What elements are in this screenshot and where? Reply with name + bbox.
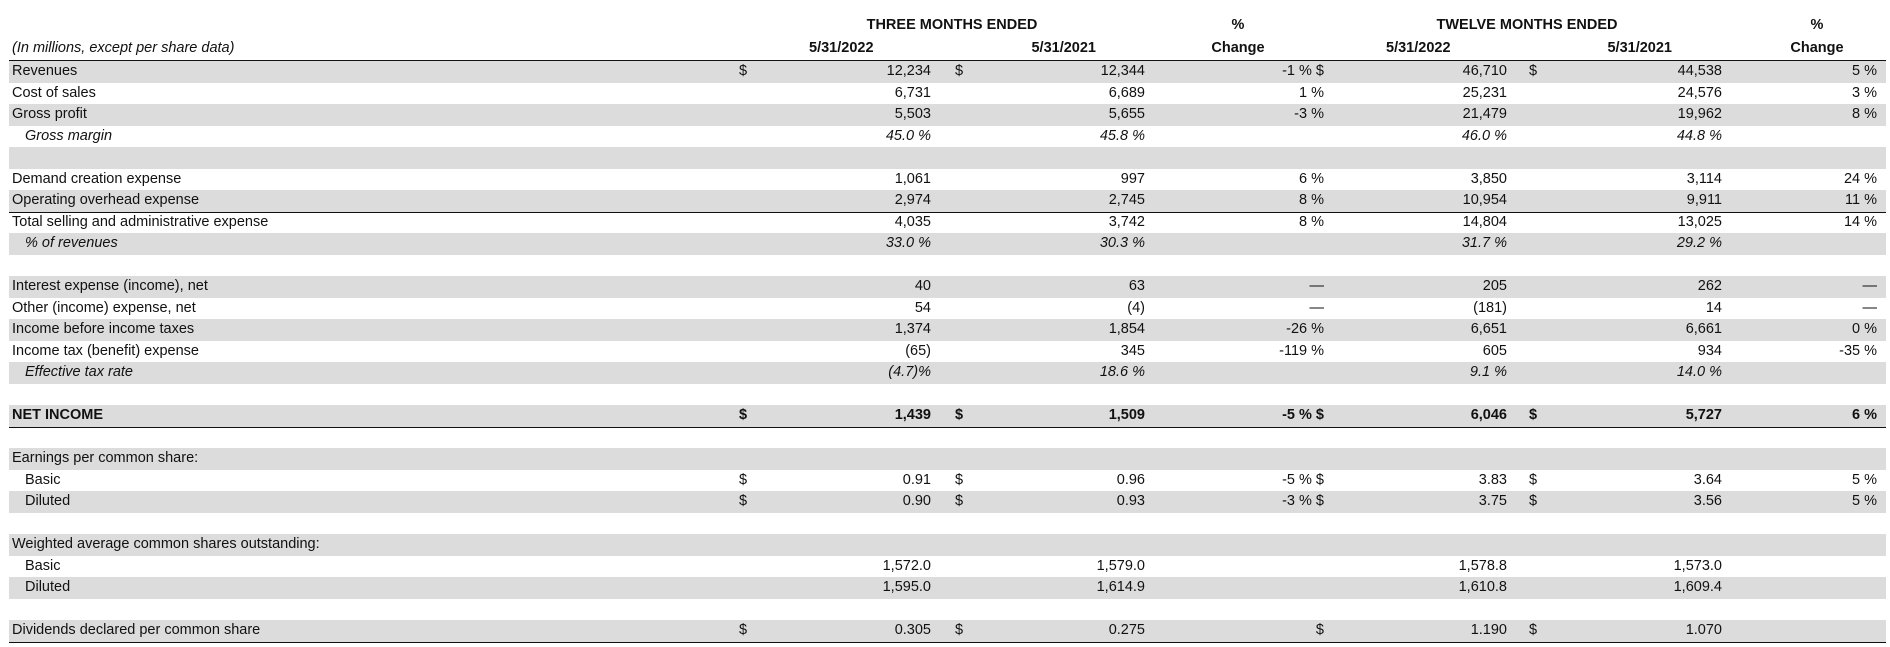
quarter-2022-value: 2,974	[894, 192, 931, 208]
row-rule	[9, 642, 1886, 643]
quarter-2021-value: 63	[1128, 278, 1145, 294]
year-2021-value: 5,727	[1685, 407, 1722, 423]
twelve-months-header: TWELVE MONTHS ENDED	[1436, 17, 1618, 33]
year-2022-value: 1,578.8	[1458, 557, 1507, 574]
quarter-2021-value: 0.96	[1116, 471, 1145, 488]
row-label: NET INCOME	[12, 407, 104, 423]
dollar-sign: $	[739, 407, 748, 423]
year-2022-value: 3.75	[1478, 493, 1507, 509]
year-2022-value: (181)	[1473, 299, 1507, 316]
quarter-pct-header: %	[1231, 17, 1245, 33]
quarter-2022-value: 54	[914, 299, 931, 316]
row-label: Basic	[25, 557, 61, 574]
year-2022-value: 14,804	[1462, 213, 1507, 230]
quarter-2021-value: 1,614.9	[1096, 579, 1145, 595]
table-row	[9, 470, 1886, 492]
dollar-sign: $	[955, 407, 964, 423]
table-row	[9, 384, 1886, 406]
row-label: Other (income) expense, net	[12, 299, 196, 316]
table-row	[9, 577, 1886, 599]
quarter-2022-value: 33.0 %	[885, 235, 931, 251]
quarter-2022-value: 1,572.0	[882, 557, 931, 574]
year-change-value: 6 %	[1852, 407, 1877, 423]
year-2022-value: 10,954	[1462, 192, 1507, 208]
year-2022-value: 1.190	[1470, 622, 1507, 638]
quarter-2021-value: 345	[1120, 342, 1145, 359]
quarter-2022-value: (65)	[905, 342, 931, 359]
year-2021-value: 3.56	[1693, 493, 1722, 509]
year-2022-value: 1,610.8	[1458, 579, 1507, 595]
year-2021-value: 3,114	[1686, 170, 1722, 187]
quarter-2021-value: 12,344	[1100, 63, 1145, 79]
quarter-2022-value: 0.305	[894, 622, 931, 638]
year-2022-header: 5/31/2022	[1386, 40, 1451, 56]
quarter-2021-value: 1,854	[1108, 321, 1145, 337]
quarter-change-value: -5 % $	[1282, 407, 1324, 423]
dollar-sign: $	[739, 493, 748, 509]
quarter-2022-value: 1,439	[894, 407, 931, 423]
year-change-header: Change	[1790, 40, 1844, 56]
year-2022-value: 6,046	[1470, 407, 1507, 423]
row-label: Demand creation expense	[12, 170, 182, 187]
table-row	[9, 341, 1886, 363]
table-row	[9, 83, 1886, 105]
year-2021-value: 44,538	[1677, 63, 1722, 79]
dollar-sign: $	[1529, 471, 1538, 488]
quarter-2021-value: 30.3 %	[1099, 235, 1145, 251]
year-2021-value: 24,576	[1677, 84, 1722, 101]
quarter-2022-value: 1,061	[894, 170, 931, 187]
table-row	[9, 362, 1886, 384]
table-row	[9, 61, 1886, 83]
quarter-change-value: —	[1309, 278, 1324, 294]
quarter-2022-header: 5/31/2022	[809, 40, 874, 56]
year-2021-value: 3.64	[1693, 471, 1722, 488]
dollar-sign: $	[955, 493, 964, 509]
dollar-sign: $	[739, 622, 748, 638]
quarter-2021-value: 997	[1120, 170, 1145, 187]
year-2022-value: 46,710	[1462, 63, 1507, 79]
table-row	[9, 513, 1886, 535]
table-row	[9, 599, 1886, 621]
quarter-change-value: 8 %	[1299, 213, 1324, 230]
table-row	[9, 427, 1886, 449]
year-change-value: 0 %	[1852, 321, 1877, 337]
quarter-change-value: -1 % $	[1282, 63, 1324, 79]
row-label: Operating overhead expense	[12, 192, 200, 208]
year-2021-value: 1,609.4	[1673, 579, 1722, 595]
row-label: Gross margin	[25, 127, 113, 144]
dollar-sign: $	[1529, 622, 1538, 638]
dollar-sign: $	[1529, 407, 1538, 423]
row-label: Earnings per common share:	[12, 450, 199, 466]
quarter-change-value: -26 %	[1286, 321, 1324, 337]
year-change-value: 11 %	[1845, 192, 1877, 208]
row-label: % of revenues	[25, 235, 118, 251]
year-2022-value: 46.0 %	[1461, 127, 1507, 144]
quarter-change-value: -5 % $	[1282, 471, 1324, 488]
year-2022-value: 3.83	[1478, 471, 1507, 488]
quarter-2022-value: 40	[914, 278, 931, 294]
quarter-change-value: —	[1309, 299, 1324, 316]
table-row	[9, 233, 1886, 255]
quarter-change-value: $	[1315, 622, 1324, 638]
table-row	[9, 126, 1886, 148]
year-change-value: 3 %	[1852, 84, 1877, 101]
table-row	[9, 276, 1886, 298]
quarter-2021-value: 0.275	[1108, 622, 1145, 638]
year-2022-value: 25,231	[1462, 84, 1507, 101]
quarter-2021-value: 5,655	[1108, 106, 1145, 122]
year-2021-value: 14.0 %	[1676, 364, 1722, 380]
year-2022-value: 21,479	[1462, 106, 1507, 122]
table-row	[9, 556, 1886, 578]
year-2022-value: 3,850	[1470, 170, 1507, 187]
quarter-2021-value: 3,742	[1108, 213, 1145, 230]
year-2021-value: 14	[1705, 299, 1722, 316]
quarter-2022-value: 12,234	[886, 63, 931, 79]
year-2021-value: 29.2 %	[1676, 235, 1722, 251]
quarter-2021-header: 5/31/2021	[1031, 40, 1096, 56]
quarter-2022-value: 45.0 %	[885, 127, 931, 144]
row-label: Diluted	[25, 493, 71, 509]
row-label: Basic	[25, 471, 61, 488]
table-row	[9, 319, 1886, 341]
year-change-value: —	[1862, 278, 1877, 294]
quarter-2022-value: 0.90	[902, 493, 931, 509]
table-row	[9, 104, 1886, 126]
quarter-2022-value: (4.7)%	[888, 364, 931, 380]
dollar-sign: $	[955, 471, 964, 488]
year-change-value: -35 %	[1839, 342, 1877, 359]
year-change-value: 14 %	[1843, 213, 1877, 230]
quarter-2021-value: 2,745	[1108, 192, 1145, 208]
row-label: Income before income taxes	[12, 321, 195, 337]
quarter-change-value: -3 %	[1294, 106, 1324, 122]
year-change-value: 24 %	[1843, 170, 1877, 187]
dollar-sign: $	[955, 622, 964, 638]
year-change-value: 5 %	[1852, 63, 1877, 79]
table-row	[9, 448, 1886, 470]
dollar-sign: $	[739, 63, 748, 79]
quarter-2021-value: (4)	[1127, 299, 1145, 316]
year-2022-value: 605	[1482, 342, 1507, 359]
row-label: Income tax (benefit) expense	[12, 342, 199, 359]
quarter-change-value: -119 %	[1279, 342, 1324, 359]
quarter-2021-value: 6,689	[1108, 84, 1145, 101]
year-2021-value: 13,025	[1677, 213, 1722, 230]
quarter-2022-value: 6,731	[894, 84, 931, 101]
table-row	[9, 169, 1886, 191]
quarter-change-value: 8 %	[1299, 192, 1324, 208]
three-months-header: THREE MONTHS ENDED	[866, 17, 1038, 33]
quarter-2022-value: 1,595.0	[882, 579, 931, 595]
table-row	[9, 212, 1886, 234]
year-2022-value: 31.7 %	[1461, 235, 1507, 251]
quarter-2021-value: 1,509	[1108, 407, 1145, 423]
table-row	[9, 190, 1886, 212]
row-label: Cost of sales	[12, 84, 96, 101]
row-label: Revenues	[12, 63, 78, 79]
year-2021-value: 934	[1697, 342, 1722, 359]
year-change-value: 8 %	[1852, 106, 1877, 122]
row-label: Weighted average common shares outstanding:	[12, 536, 320, 552]
dollar-sign: $	[955, 63, 964, 79]
dollar-sign: $	[1529, 493, 1538, 509]
quarter-2021-value: 18.6 %	[1099, 364, 1145, 380]
row-label: Interest expense (income), net	[12, 278, 208, 294]
year-2022-value: 6,651	[1470, 321, 1507, 337]
year-2021-value: 1,573.0	[1673, 557, 1722, 574]
dollar-sign: $	[1529, 63, 1538, 79]
table-row	[9, 405, 1886, 427]
table-row	[9, 255, 1886, 277]
table-row	[9, 534, 1886, 556]
year-change-value: 5 %	[1852, 493, 1877, 509]
year-change-value: 5 %	[1852, 471, 1877, 488]
year-2021-value: 1.070	[1685, 622, 1722, 638]
row-label: Total selling and administrative expense	[12, 213, 269, 230]
row-label: Dividends declared per common share	[12, 622, 261, 638]
quarter-2021-value: 45.8 %	[1099, 127, 1145, 144]
year-2021-value: 262	[1697, 278, 1722, 294]
year-2021-value: 44.8 %	[1676, 127, 1722, 144]
quarter-2022-value: 5,503	[894, 106, 931, 122]
quarter-change-value: 1 %	[1299, 84, 1324, 101]
quarter-2022-value: 0.91	[902, 471, 931, 488]
quarter-change-value: -3 % $	[1282, 493, 1324, 509]
year-change-value: —	[1862, 299, 1877, 316]
row-label: Diluted	[25, 579, 71, 595]
year-2021-value: 9,911	[1686, 192, 1722, 208]
table-row	[9, 298, 1886, 320]
quarter-2021-value: 0.93	[1116, 493, 1145, 509]
quarter-2022-value: 1,374	[894, 321, 931, 337]
table-row	[9, 491, 1886, 513]
table-row	[9, 620, 1886, 642]
dollar-sign: $	[739, 471, 748, 488]
quarter-2021-value: 1,579.0	[1096, 557, 1145, 574]
year-2021-value: 19,962	[1677, 106, 1722, 122]
table-row	[9, 147, 1886, 169]
year-2022-value: 205	[1482, 278, 1507, 294]
year-2022-value: 9.1 %	[1469, 364, 1507, 380]
quarter-change-header: Change	[1211, 40, 1265, 56]
year-pct-header: %	[1810, 17, 1824, 33]
units-caption: (In millions, except per share data)	[12, 40, 235, 56]
row-label: Gross profit	[12, 106, 87, 122]
row-label: Effective tax rate	[25, 364, 133, 380]
quarter-change-value: 6 %	[1299, 170, 1324, 187]
year-2021-header: 5/31/2021	[1607, 40, 1672, 56]
quarter-2022-value: 4,035	[894, 213, 931, 230]
year-2021-value: 6,661	[1685, 321, 1722, 337]
